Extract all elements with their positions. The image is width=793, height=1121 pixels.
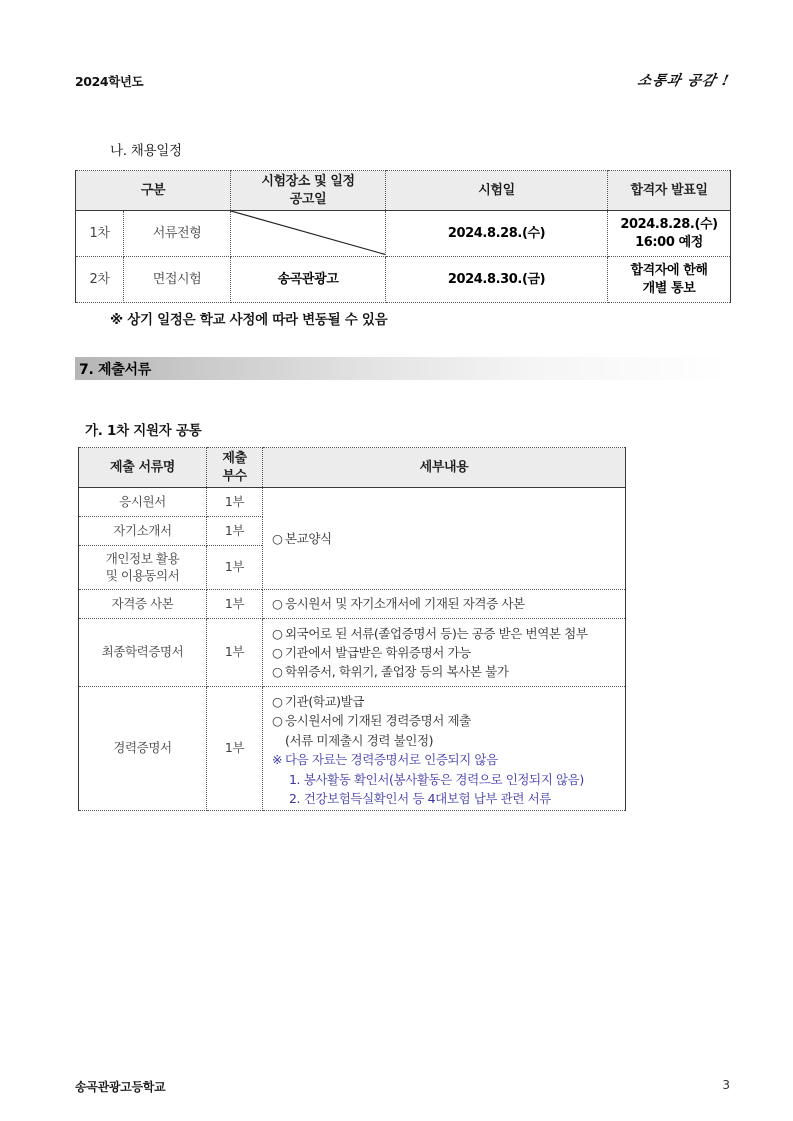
cell-place-1-crossed-out (231, 211, 386, 257)
col-header-place-notice-line2: 공고일 (289, 191, 327, 207)
bullet-circle-icon: ○ (272, 530, 283, 546)
table-row (79, 687, 626, 811)
diagonal-strike-icon (231, 211, 385, 256)
cell-stage-1: 1차 (76, 211, 124, 257)
detail-item-text: 다음 자료는 경력증명서로 인증되지 않음 (285, 752, 498, 768)
schedule-heading: 나. 채용일정 (110, 143, 182, 159)
cell-place-2: 송곡관광고 (231, 257, 386, 303)
detail-list (272, 692, 622, 808)
cell-detail-5 (263, 619, 626, 687)
detail-list (272, 529, 622, 548)
documents-table (78, 447, 626, 811)
col-header-division: 구분 (76, 171, 231, 211)
cell-copies-3: 1부 (207, 546, 263, 590)
detail-item-text: (서류 미제출시 경력 불인정) (285, 732, 434, 748)
detail-item-warning (272, 750, 622, 769)
detail-list (272, 594, 622, 613)
cell-document-name-3-line1: 개인정보 활용 (105, 550, 180, 566)
schedule-table (75, 170, 731, 303)
col-header-place-notice (231, 171, 386, 211)
cell-copies-1: 1부 (207, 488, 263, 517)
cell-copies-4: 1부 (207, 590, 263, 619)
section-bar-documents (75, 357, 730, 380)
cell-type-1: 서류전형 (124, 211, 231, 257)
slogan-text: 소통과 공감 ! (636, 73, 732, 89)
detail-item-text: 2. 건강보험득실확인서 등 4대보험 납부 관련 서류 (289, 790, 551, 806)
detail-item (272, 662, 622, 681)
cell-copies-6: 1부 (207, 687, 263, 811)
detail-item-text: 응시원서에 기재된 경력증명서 제출 (285, 713, 471, 729)
cell-stage-2: 2차 (76, 257, 124, 303)
detail-item (272, 529, 622, 548)
detail-item (272, 692, 622, 711)
cell-result-1 (608, 211, 731, 257)
cell-exam-date-1: 2024.8.28.(수) (386, 211, 608, 257)
col-header-place-notice-line1: 시험장소 및 일정 (261, 174, 355, 189)
col-header-exam-date: 시험일 (386, 171, 608, 211)
col-header-copies (207, 448, 263, 488)
detail-item-text: 기관에서 발급받은 학위증명서 가능 (285, 644, 471, 660)
asterisk-icon: ※ (272, 752, 283, 768)
detail-item (272, 711, 622, 730)
detail-item-text: 기관(학교)발급 (285, 694, 365, 710)
bullet-circle-icon: ○ (272, 644, 283, 660)
section-bar-label: 7. 제출서류 (79, 362, 151, 378)
detail-item (272, 594, 622, 613)
table-row (76, 211, 731, 257)
col-header-document-name: 제출 서류명 (79, 448, 207, 488)
footer-school-name: 송곡관광고등학교 (75, 1080, 166, 1094)
cell-result-2-line2: 개별 통보 (642, 280, 696, 296)
col-header-result-date: 합격자 발표일 (608, 171, 731, 211)
detail-item-text: 1. 봉사활동 확인서(봉사활동은 경력으로 인정되지 않음) (289, 771, 584, 787)
schedule-note: ※ 상기 일정은 학교 사정에 따라 변동될 수 있음 (110, 312, 388, 328)
cell-document-name-3 (79, 546, 207, 590)
cell-result-1-line2: 16:00 예정 (635, 234, 703, 250)
col-header-detail: 세부내용 (263, 448, 626, 488)
table-row (79, 590, 626, 619)
document-header (75, 72, 730, 96)
cell-document-name-1: 응시원서 (79, 488, 207, 517)
bullet-circle-icon: ○ (272, 664, 283, 680)
detail-item-sub (272, 731, 622, 750)
cell-result-2-line1: 합격자에 한해 (630, 263, 708, 279)
cell-result-1-line1: 2024.8.28.(수) (620, 217, 718, 233)
cell-detail-4 (263, 590, 626, 619)
document-footer (75, 1078, 730, 1098)
cell-document-name-2: 자기소개서 (79, 517, 207, 546)
detail-item-text: 외국어로 된 서류(졸업증명서 등)는 공증 받은 번역본 첨부 (285, 625, 588, 641)
cell-copies-5: 1부 (207, 619, 263, 687)
cell-detail-shared-school-form (263, 488, 626, 590)
col-header-copies-line2: 부수 (222, 468, 247, 484)
table-row (79, 488, 626, 517)
bullet-circle-icon: ○ (272, 713, 283, 729)
cell-copies-2: 1부 (207, 517, 263, 546)
bullet-circle-icon: ○ (272, 596, 283, 612)
detail-item-warning-1 (272, 770, 622, 789)
cell-document-name-3-line2: 및 이용동의서 (105, 567, 180, 583)
detail-item-text: 본교양식 (285, 530, 332, 546)
table-header-row (76, 171, 731, 211)
col-header-copies-line1: 제출 (222, 451, 247, 466)
table-row (79, 619, 626, 687)
cell-result-2 (608, 257, 731, 303)
bullet-circle-icon: ○ (272, 625, 283, 641)
bullet-circle-icon: ○ (272, 694, 283, 710)
cell-type-2: 면접시험 (124, 257, 231, 303)
detail-item-warning-2 (272, 789, 622, 808)
table-header-row (79, 448, 626, 488)
cell-document-name-4: 자격증 사본 (79, 590, 207, 619)
cell-document-name-6: 경력증명서 (79, 687, 207, 811)
cell-detail-6 (263, 687, 626, 811)
detail-list (272, 624, 622, 682)
academic-year-label: 2024학년도 (75, 74, 144, 89)
detail-item (272, 643, 622, 662)
detail-item-text: 학위증서, 학위기, 졸업장 등의 복사본 불가 (285, 664, 509, 680)
documents-heading: 가. 1차 지원자 공통 (85, 423, 202, 439)
cell-document-name-5: 최종학력증명서 (79, 619, 207, 687)
footer-page-number: 3 (722, 1078, 730, 1092)
table-row (76, 257, 731, 303)
cell-exam-date-2: 2024.8.30.(금) (386, 257, 608, 303)
detail-item (272, 624, 622, 643)
detail-item-text: 응시원서 및 자기소개서에 기재된 자격증 사본 (285, 596, 525, 612)
